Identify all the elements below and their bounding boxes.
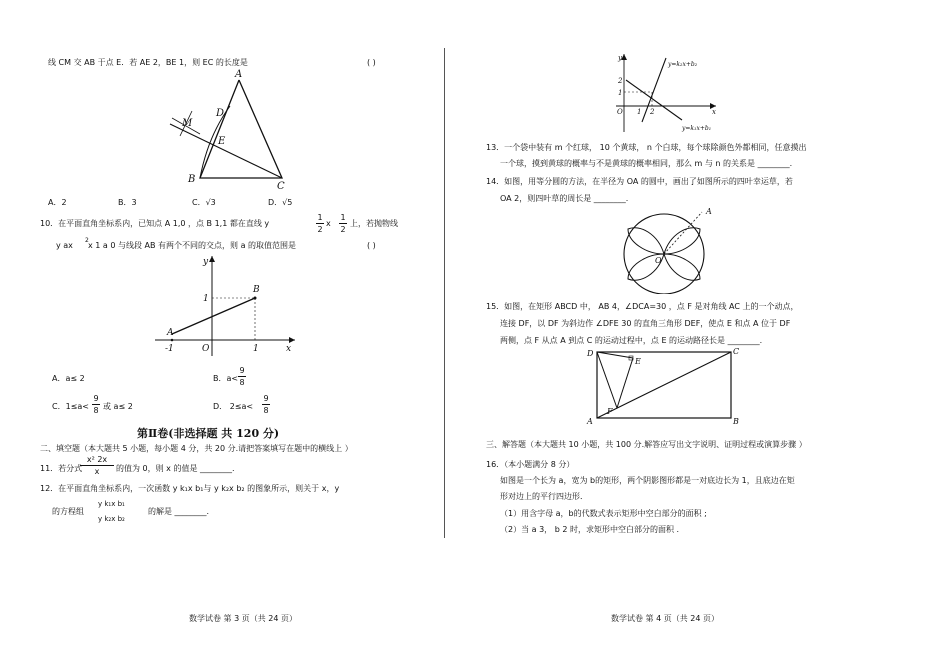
fig15-label-a: A [587,417,593,426]
q13-line2: 一个球，摸到黄球的概率与不是黄球的概率相同，那么 m 与 n 的关系是 ________. [500,159,793,168]
q15-line3: 两侧，点 F 从点 A 到点 C 的运动过程中，点 E 的运动路径长是 ________. [500,336,763,345]
fig12-label-x: x [712,108,716,116]
q10-choice-b-num: 9 [239,366,245,375]
fig12-label-1y: 1 [618,89,623,97]
page-divider [444,48,445,538]
q10-fraction-2 [339,213,347,234]
q15-line2: 连接 DF，以 DF 为斜边作 ∠DFE 30 的直角三角形 DEF，使点 E 和点 A 位于 DF [500,319,791,328]
q10-frac2-den: 2 [340,225,346,234]
q13-line1: 13．一个袋中装有 m 个红球， 10 个黄球， n 个白球，每个球除颜色外都相同，任意摸出 [486,143,807,152]
fig14-label-a: A [706,207,712,216]
q10-choice-d-den: 8 [263,406,269,415]
q10-choice-c-pre: C．1≤a< [52,402,89,411]
q14-line2: OA 2，则四叶草的周长是 ________. [500,194,629,203]
q10-choice-b-den: 8 [239,378,245,387]
q11-pre: 11．若分式 [40,464,83,473]
fig10-label-1y: 1 [203,294,209,304]
part2-title: 第Ⅱ卷(非选择题 共 120 分) [137,427,280,440]
fig10-label-x: x [286,344,292,354]
fig9-label-e: E [218,136,226,147]
q10-answer-bracket: ( ) [367,241,376,250]
q16-item1: （1）用含字母 a，b的代数式表示矩形中空白部分的面积 ; [500,509,707,518]
q10-choice-d-frac [262,394,270,415]
q10-x: x [326,219,331,228]
q10-choice-d-pre: D． 2≤a< [213,402,254,411]
fig12-label-line1: y=k₁x+b₁ [682,125,712,132]
q10-frac1-num: 1 [317,213,323,222]
q10-choice-c-num: 9 [93,394,99,403]
fig12-label-y: y [618,54,622,62]
fig10-label-y: y [203,257,209,267]
fig10-label-a: A [167,328,174,338]
fig12-label-o: O [617,108,623,116]
section3-instruction: 三、解答题（本大题共 10 小题，共 100 分.解答应写出文字说明、证明过程或演算步骤 ） [486,440,807,449]
q11-post: 的值为 0，则 x 的值是 ________. [116,464,235,473]
q10-sup: 2 [85,237,89,244]
fig10-label-b: B [253,285,260,295]
left-page-footer: 数学试卷 第 3 页（共 24 页） [189,614,297,623]
q10-line2-end: x 1 a 0 与线段 AB 有两个不同的交点，则 a 的取值范围是 [88,241,297,250]
fig12-label-2x: 2 [650,108,655,116]
q14-clover-figure [618,204,720,294]
q11-den: x [94,467,100,476]
fig9-label-b: B [188,174,196,185]
q10-choice-b-pre: B．a< [213,374,239,383]
fig14-label-o: O [655,256,662,265]
q16-line1: 如图是一个长为 a，宽为 b的矩形，两个阴影图形都是一对底边长为 1，且底边在矩 [500,476,795,485]
q15-line1: 15．如图，在矩形 ABCD 中， AB 4，∠DCA=30 ，点 F 是对角线 AC 上的一个动点， [486,302,799,311]
q10-choice-b-frac [238,366,246,387]
fig10-label-neg1: -1 [165,344,174,354]
q12-system-eq2: y k₂x b₂ [98,515,125,523]
fig9-label-c: C [277,181,285,191]
q16-line2: 形对边上的平行四边形． [500,492,588,501]
fig15-label-f: F [607,407,613,416]
q9-tail-text: 线 CM 交 AB 于点 E．若 AE 2，BE 1，则 EC 的长度是 [48,58,248,67]
q10-coordinate-figure [150,252,300,360]
q9-choice-b: B．3 [118,198,137,207]
section2-instruction: 二、填空题（本大题共 5 小题，每小题 4 分，共 20 分.请把答案填写在题中的横线上 ） [40,444,353,453]
q10-frac1-den: 2 [317,225,323,234]
q10-choice-a: A．a≤ 2 [52,374,85,383]
q10-choice-d-num: 9 [263,394,269,403]
q10-line2: y ax [56,241,73,250]
q10-frac2-num: 1 [340,213,346,222]
fig15-label-e: E [635,357,641,366]
fig10-label-o: O [202,344,210,354]
fig15-label-d: D [587,349,594,358]
q12-function-graph [612,50,722,134]
q10-choice-c-post: 或 a≤ 2 [103,402,133,411]
q12-system-eq1: y k₁x b₁ [98,500,125,508]
q12-pre: 的方程组 [52,507,84,516]
fig12-label-1x: 1 [637,108,642,116]
q10-line1: 10．在平面直角坐标系内，已知点 A 1,0 ，点 B 1,1 都在直线 y [40,219,270,228]
q15-rectangle-figure [585,342,745,426]
q9-choice-c: C．√3 [192,198,216,207]
fig10-label-1x: 1 [253,344,259,354]
q10-fraction-1 [316,213,324,234]
fig15-label-c: C [733,347,740,356]
fig15-label-b: B [733,417,739,426]
q9-answer-bracket: ( ) [367,58,376,67]
fig9-label-d: D [216,108,225,119]
q9-choice-d: D．√5 [268,198,293,207]
q16-item2: （2）当 a 3， b 2 时，求矩形中空白部分的面积 . [500,525,680,534]
fig9-label-a: A [235,69,243,80]
q10-choice-c-den: 8 [93,406,99,415]
q14-line1: 14．如图，用等分圆的方法，在半径为 OA 的圆中，画出了如图所示的四叶幸运草，若 [486,177,793,186]
q9-choice-a: A．2 [48,198,67,207]
q11-num: x² 2x [86,455,108,464]
fig12-label-2: 2 [618,77,623,85]
fig9-label-m: M [182,118,193,129]
q16-title: 16．（本小题满分 8 分） [486,460,575,469]
q10-choice-c-frac [92,394,100,415]
q9-triangle-figure [160,66,300,191]
right-page-footer: 数学试卷 第 4 页（共 24 页） [611,614,719,623]
q11-fraction [80,455,114,476]
q12-post: 的解是 ________. [148,507,210,516]
q12-line1: 12．在平面直角坐标系内，一次函数 y k₁x b₁与 y k₂x b₂ 的图象所示，则关于 x，y [40,484,340,493]
q10-line1-end: 上，若抛物线 [350,219,398,228]
fig12-label-line2: y=k₂x+b₂ [668,61,698,68]
